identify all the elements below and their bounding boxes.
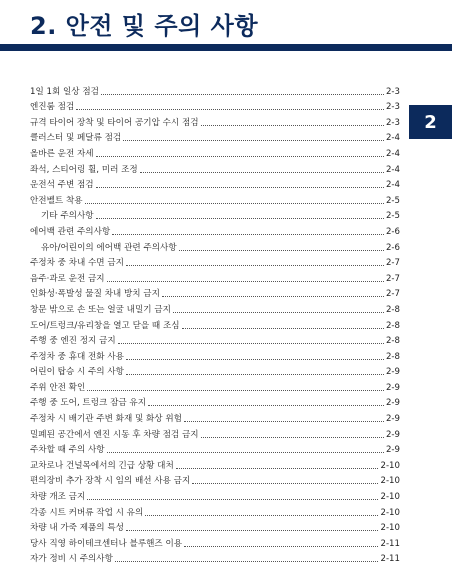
toc-entry[interactable] <box>30 221 400 237</box>
toc-entry-page: 2-3 <box>385 117 400 128</box>
toc-entry-label: 차량 개조 금지 <box>30 492 86 503</box>
dot-leader <box>126 265 384 266</box>
toc-entry-label: 밀폐된 공간에서 엔진 시동 후 차량 점검 금지 <box>30 429 199 440</box>
toc-entry[interactable] <box>30 486 400 502</box>
toc-entry-page: 2-10 <box>380 523 400 534</box>
dot-leader <box>179 250 384 251</box>
toc-entry-label: 주위 안전 확인 <box>30 382 86 393</box>
toc-entry-label: 주차할 때 주의 사항 <box>30 445 105 456</box>
dot-leader <box>184 546 378 547</box>
toc-entry-page: 2-9 <box>385 382 400 393</box>
dot-leader <box>176 468 379 469</box>
toc-entry[interactable] <box>30 502 400 518</box>
toc-entry[interactable] <box>30 190 400 206</box>
toc-entry-label: 자가 정비 시 주의사항 <box>30 554 113 565</box>
toc-entry-page: 2-9 <box>385 398 400 409</box>
toc-entry-page: 2-8 <box>385 304 400 315</box>
toc-entry-page: 2-7 <box>385 289 400 300</box>
toc-entry-label: 교차로나 건널목에서의 긴급 상황 대처 <box>30 460 174 471</box>
dot-leader <box>201 125 384 126</box>
toc-entry-page: 2-11 <box>380 538 400 549</box>
toc-entry-label: 엔진룸 점검 <box>30 102 75 113</box>
dot-leader <box>76 109 384 110</box>
toc-entry-label: 클러스터 및 페달류 점검 <box>30 133 122 144</box>
toc-entry-page: 2-3 <box>385 86 400 97</box>
toc-entry-page: 2-5 <box>385 211 400 222</box>
toc-entry-label: 어린이 탑승 시 주의 사항 <box>30 367 124 378</box>
dot-leader <box>182 328 384 329</box>
toc-entry[interactable] <box>30 237 400 253</box>
dot-leader <box>126 359 384 360</box>
toc-entry-page: 2-9 <box>385 414 400 425</box>
toc-entry-page: 2-5 <box>385 195 400 206</box>
toc-entry[interactable] <box>30 408 400 424</box>
table-of-contents <box>30 81 400 564</box>
dot-leader <box>126 530 379 531</box>
dot-leader <box>201 437 384 438</box>
toc-entry-page: 2-8 <box>385 320 400 331</box>
dot-leader <box>126 374 384 375</box>
toc-entry-label: 기타 주의사항 <box>41 211 94 222</box>
toc-entry[interactable] <box>30 346 400 362</box>
toc-entry[interactable] <box>30 97 400 113</box>
toc-entry-label: 주정차 중 차내 수면 금지 <box>30 258 124 269</box>
toc-entry-page: 2-10 <box>380 492 400 503</box>
dot-leader <box>107 452 384 453</box>
dot-leader <box>173 312 384 313</box>
toc-entry-label: 창문 밖으로 손 또는 얼굴 내밀기 금지 <box>30 304 171 315</box>
toc-entry-label: 주행 중 도어, 트렁크 잠금 유지 <box>30 398 147 409</box>
toc-entry[interactable] <box>30 377 400 393</box>
toc-entry-label: 당사 직영 하이테크센터나 블루핸즈 이용 <box>30 538 183 549</box>
dot-leader <box>96 218 384 219</box>
toc-entry[interactable] <box>30 424 400 440</box>
dot-leader <box>123 140 384 141</box>
toc-entry-label: 차량 내 가죽 제품의 특성 <box>30 523 124 534</box>
chapter-tab: 2 <box>409 105 452 139</box>
toc-entry[interactable] <box>30 533 400 549</box>
toc-entry[interactable] <box>30 518 400 534</box>
toc-entry-label: 에어백 관련 주의사항 <box>30 226 111 237</box>
dot-leader <box>192 483 378 484</box>
toc-entry-page: 2-11 <box>380 554 400 565</box>
toc-entry-label: 유아/어린이의 에어백 관련 주의사항 <box>41 242 177 253</box>
toc-entry[interactable] <box>30 471 400 487</box>
toc-entry-page: 2-9 <box>385 429 400 440</box>
dot-leader <box>148 405 384 406</box>
dot-leader <box>96 187 384 188</box>
toc-entry-label: 운전석 주변 점검 <box>30 180 94 191</box>
dot-leader <box>87 390 384 391</box>
toc-entry-page: 2-4 <box>385 148 400 159</box>
toc-entry-label: 주정차 시 배기관 주변 화재 및 화상 위험 <box>30 414 182 425</box>
toc-entry[interactable] <box>30 440 400 456</box>
toc-entry[interactable] <box>30 81 400 97</box>
title-underline <box>0 44 452 51</box>
dot-leader <box>87 499 378 500</box>
toc-entry[interactable] <box>30 206 400 222</box>
toc-entry-label: 안전벨트 착용 <box>30 195 83 206</box>
toc-entry-label: 인화성·폭발성 물질 차내 방치 금지 <box>30 289 160 300</box>
toc-entry-page: 2-8 <box>385 336 400 347</box>
toc-entry[interactable] <box>30 393 400 409</box>
dot-leader <box>107 281 384 282</box>
page-title: 2. 안전 및 주의 사항 <box>30 12 259 40</box>
toc-entry-page: 2-6 <box>385 242 400 253</box>
toc-entry-label: 각종 시트 커버류 작업 시 유의 <box>30 507 144 518</box>
toc-entry-page: 2-10 <box>380 476 400 487</box>
toc-entry[interactable] <box>30 362 400 378</box>
toc-entry[interactable] <box>30 455 400 471</box>
toc-entry[interactable] <box>30 299 400 315</box>
toc-entry-page: 2-7 <box>385 258 400 269</box>
dot-leader <box>85 203 384 204</box>
toc-entry-page: 2-4 <box>385 180 400 191</box>
toc-entry[interactable] <box>30 549 400 565</box>
toc-entry-label: 음주·과로 운전 금지 <box>30 273 105 284</box>
toc-entry[interactable] <box>30 315 400 331</box>
toc-entry[interactable] <box>30 284 400 300</box>
dot-leader <box>115 561 379 562</box>
toc-entry[interactable] <box>30 128 400 144</box>
toc-entry-label: 주정차 중 휴대 전화 사용 <box>30 351 124 362</box>
toc-entry-page: 2-6 <box>385 226 400 237</box>
toc-entry-label: 1일 1회 일상 점검 <box>30 86 99 97</box>
toc-entry[interactable] <box>30 175 400 191</box>
dot-leader <box>112 234 384 235</box>
toc-entry-page: 2-3 <box>385 102 400 113</box>
dot-leader <box>145 515 378 516</box>
toc-entry-page: 2-9 <box>385 367 400 378</box>
dot-leader <box>140 172 384 173</box>
toc-entry-page: 2-8 <box>385 351 400 362</box>
toc-entry-page: 2-10 <box>380 507 400 518</box>
toc-entry-label: 규격 타이어 장착 및 타이어 공기압 수시 점검 <box>30 117 199 128</box>
toc-entry[interactable] <box>30 331 400 347</box>
toc-entry-page: 2-7 <box>385 273 400 284</box>
toc-entry[interactable] <box>30 268 400 284</box>
toc-entry-page: 2-4 <box>385 164 400 175</box>
toc-entry-label: 좌석, 스티어링 휠, 미러 조정 <box>30 164 138 175</box>
toc-entry[interactable] <box>30 143 400 159</box>
toc-entry-page: 2-10 <box>380 460 400 471</box>
toc-entry-label: 편의장비 추가 장착 시 임의 배선 사용 금지 <box>30 476 191 487</box>
dot-leader <box>101 94 384 95</box>
dot-leader <box>184 421 384 422</box>
dot-leader <box>162 296 384 297</box>
toc-entry[interactable] <box>30 253 400 269</box>
toc-entry[interactable] <box>30 112 400 128</box>
toc-entry-page: 2-9 <box>385 445 400 456</box>
dot-leader <box>118 343 384 344</box>
toc-entry-label: 주행 중 엔진 정지 금지 <box>30 336 116 347</box>
toc-entry-page: 2-4 <box>385 133 400 144</box>
dot-leader <box>96 156 384 157</box>
toc-entry[interactable] <box>30 159 400 175</box>
toc-entry-label: 올바른 운전 자세 <box>30 148 94 159</box>
toc-entry-label: 도어/트렁크/유리창을 열고 닫을 때 조심 <box>30 320 180 331</box>
